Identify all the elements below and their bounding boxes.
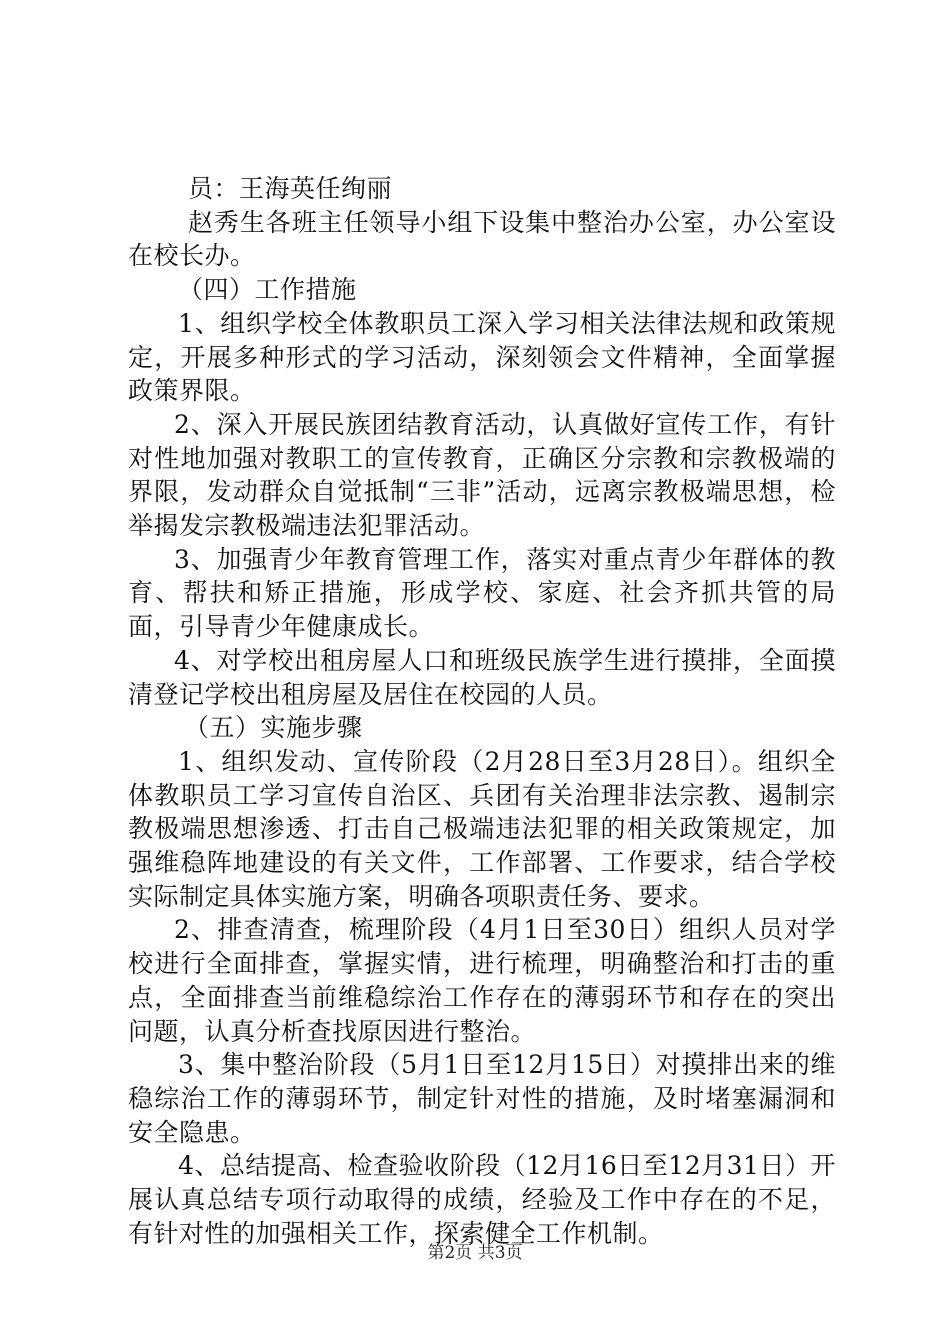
section-heading-measures: （四）工作措施 [178, 275, 357, 305]
measure-paragraph-3: 3、加强青少年教育管理工作，落实对重点青少年群体的教育、帮扶和矫正措施，形成学校、家庭、社会齐抓共管的局面，引导青少年健康成长。 [128, 544, 836, 642]
step-paragraph-1: 1、组织发动、宣传阶段（2月28日至3月28日）。组织全体教职员工学习宣传自治区、兵团有关治理非法宗教、遏制宗教极端思想渗透、打击自己极端违法犯罪的相关政策规定，加强维稳阵地建设的有关文件，工作部署、工作要求，结合学校实际制定具体实施方案，明确各项职责任务、要求。 [128, 746, 836, 911]
office-line: 赵秀生各班主任领导小组下设集中整治办公室，办公室设在校长办。 [128, 207, 836, 271]
measure-paragraph-4: 4、对学校出租房屋人口和班级民族学生进行摸排，全面摸清登记学校出租房屋及居住在校园的人员。 [128, 645, 836, 709]
step-paragraph-2: 2、排查清查，梳理阶段（4月1日至30日）组织人员对学校进行全面排查，掌握实情，进行梳理，明确整治和打击的重点，全面排查当前维稳综治工作存在的薄弱环节和存在的突出问题，认真分析查找原因进行整治。 [128, 915, 836, 1046]
page-number-footer: 第2页 共3页 [427, 1243, 523, 1263]
measure-paragraph-1: 1、组织学校全体教职员工深入学习相关法律法规和政策规定，开展多种形式的学习活动，深刻领会文件精神，全面掌握政策界限。 [128, 308, 836, 406]
step-paragraph-4: 4、总结提高、检查验收阶段（12月16日至12月31日）开展认真总结专项行动取得的成绩，经验及工作中存在的不足，有针对性的加强相关工作，探索健全工作机制。 [128, 1151, 836, 1248]
section-heading-steps: （五）实施步骤 [184, 713, 363, 743]
measure-paragraph-2: 2、深入开展民族团结教育活动，认真做好宣传工作，有针对性地加强对教职工的宣传教育，正确区分宗教和宗教极端的界限，发动群众自觉抵制“三非”活动，远离宗教极端思想，检举揭发宗教极端违法犯罪活动。 [128, 409, 836, 541]
document-body [128, 172, 836, 1251]
step-paragraph-3: 3、集中整治阶段（5月1日至12月15日）对摸排出来的维稳综治工作的薄弱环节，制定针对性的措施，及时堵塞漏洞和安全隐患。 [128, 1050, 836, 1147]
members-line: 员：王海英任绚丽 [188, 174, 393, 203]
